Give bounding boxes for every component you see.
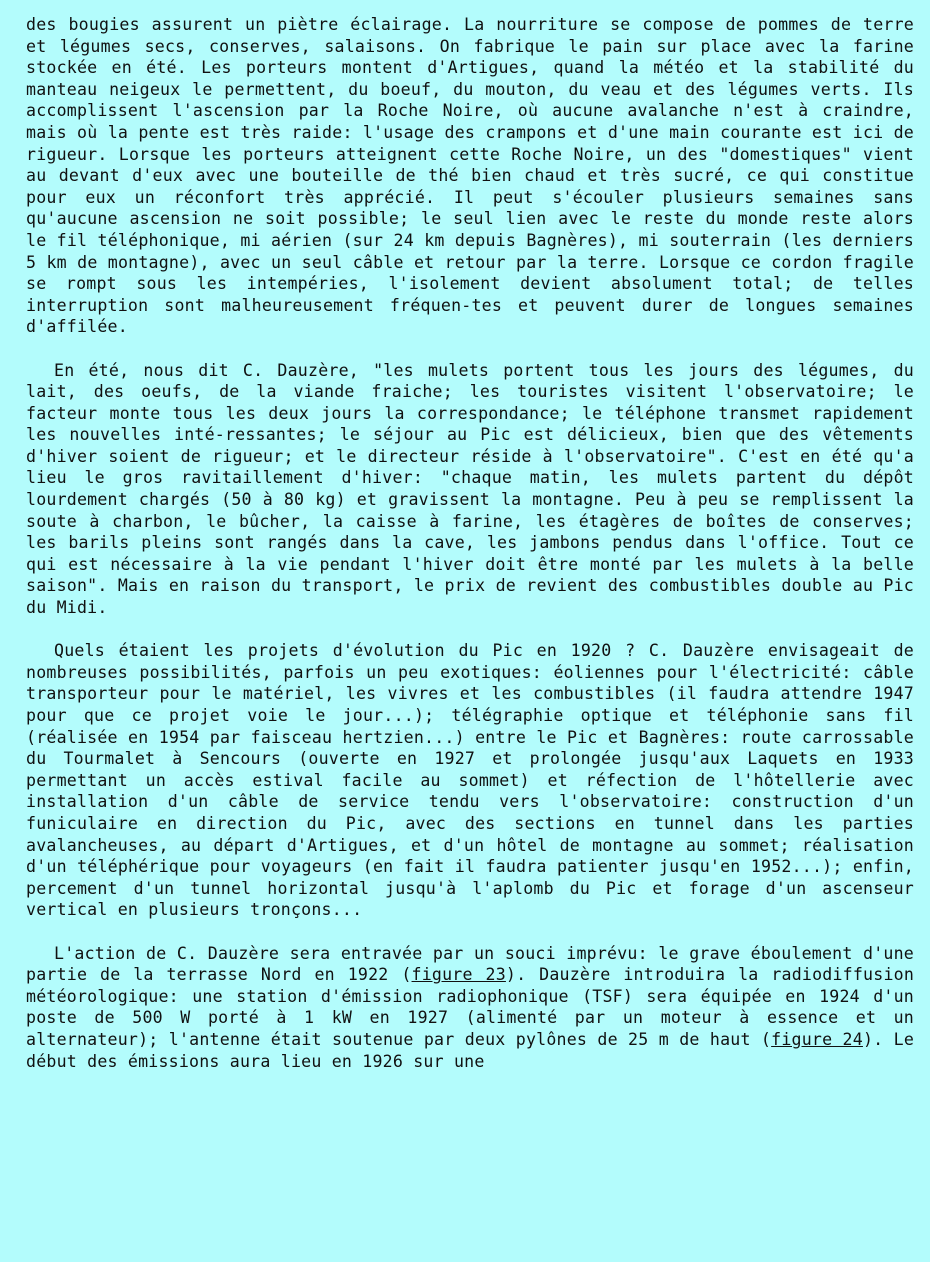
paragraph-text: L'action de C. Dauzère sera entravée par un souci imprévu: le grave éboulement d'une partie de la terrasse Nord en 1922 ( xyxy=(26,943,914,985)
paragraph-summer xyxy=(26,360,914,619)
paragraph-action xyxy=(26,943,914,1073)
paragraph-text: ). Dauzère introduira la radiodiffusion météorologique: une station d'émission radiophonique (TSF) sera équipée en 1924 d'un poste de 500 W porté à 1 kW en 1927 (alimenté par un moteur à essence et un alternateur); l'antenne était soutenue par deux pylônes de 25 m de haut ( xyxy=(26,965,915,1049)
paragraph-text: Quels étaient les projets d'évolution du Pic en 1920 ? C. Dauzère envisageait de nombreuses possibilités, parfois un peu exotiques: éoliennes pour l'électricité: câble transporteur pour le matériel, les vivres et les combustibles (il faudra attendre 1947 pour que ce projet voie le jour...); télégraphie optique et téléphonie sans fil (réalisée en 1954 par faisceau hertzien...) entre le Pic et Bagnères: route carrossable du Tourmalet à Sencours (ouverte en 1927 et prolongée jusqu'aux Laquets en 1933 permettant un accès estival facile au sommet) et réfection de l'hôtellerie avec installation d'un câble de service tendu vers l'observatoire: construction d'un funiculaire en direction du Pic, avec des sections en tunnel dans les parties avalancheuses, au départ d'Artigues, et d'un hôtel de montagne au sommet; réalisation d'un téléphérique pour voyageurs (en fait il faudra patienter jusqu'en 1952...); enfin, percement d'un tunnel horizontal jusqu'à l'aplomb du Pic et forage d'un ascenseur vertical en plusieurs tronçons... xyxy=(26,641,914,920)
paragraph-text: En été, nous dit C. Dauzère, "les mulets portent tous les jours des légumes, du lait, des oeufs, de la viande fraiche; les touristes visitent l'observatoire; le facteur monte tous les deux jours la correspondance; le téléphone transmet rapidement les nouvelles inté-ressantes; le séjour au Pic est délicieux, bien que des vêtements d'hiver soient de rigueur; et le directeur réside à l'observatoire". C'est en été qu'a lieu le gros ravitaillement d'hiver: "chaque matin, les mulets partent du dépôt lourdement chargés (50 à 80 kg) et gravissent la montagne. Peu à peu se remplissent la soute à charbon, le bûcher, la caisse à farine, les étagères de boîtes de conserves; les barils pleins sont rangés dans la cave, les jambons pendus dans l'office. Tout ce qui est nécessaire à la vie pendant l'hiver doit être monté par les mulets à la belle saison". Mais en raison du transport, le prix de revient des combustibles double au Pic du Midi. xyxy=(26,360,914,618)
paragraph-gap xyxy=(26,921,914,943)
paragraph-text: des bougies assurent un piètre éclairage. La nourriture se compose de pommes de terre et légumes secs, conserves, salaisons. On fabrique le pain sur place avec la farine stockée en été. Les porteurs montent d'Artigues, quand la météo et la stabilité du manteau neigeux le permettent, du boeuf, du mouton, du veau et des légumes verts. Ils accomplissent l'ascension par la Roche Noire, où aucune avalanche n'est à craindre, mais où la pente est très raide: l'usage des crampons et d'une main courante est ici de rigueur. Lorsque les porteurs atteignent cette Roche Noire, un des "domestiques" vient au devant d'eux avec une bouteille de thé bien chaud et très sucré, ce qui constitue pour eux un réconfort très apprécié. Il peut s'écouler plusieurs semaines sans qu'aucune ascension ne soit possible; le seul lien avec le reste du monde reste alors le fil téléphonique, mi aérien (sur 24 km depuis Bagnères), mi souterrain (les derniers 5 km de montagne), avec un seul câble et retour par la terre. Lorsque ce cordon fragile se rompt sous les intempéries, l'isolement devient absolument total; de telles interruption sont malheureusement fréquen-tes et peuvent durer de longues semaines d'affilée. xyxy=(26,15,914,337)
paragraph-text: ). Le début des émissions aura lieu en 1926 sur une xyxy=(26,1029,915,1071)
document-page xyxy=(26,14,914,1072)
figure-24-link[interactable]: figure 24 xyxy=(771,1029,863,1049)
paragraph-projects xyxy=(26,640,914,921)
paragraph-gap xyxy=(26,338,914,360)
paragraph-gap xyxy=(26,619,914,641)
figure-23-link[interactable]: figure 23 xyxy=(411,965,506,985)
paragraph-supplies xyxy=(26,14,914,338)
